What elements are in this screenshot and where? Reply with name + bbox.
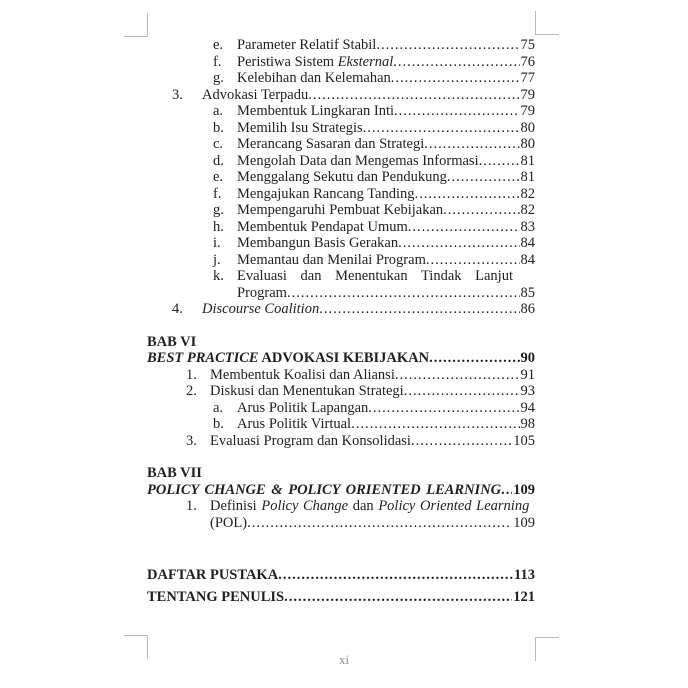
title-segment: Advokasi Terpadu xyxy=(202,86,309,103)
title-segment: POLICY CHANGE & POLICY ORIENTED LEARNING xyxy=(147,481,502,498)
title-segment: ADVOKASI KEBIJAKAN xyxy=(258,350,430,366)
toc-entry-title xyxy=(237,235,398,252)
toc-entry-row xyxy=(147,186,535,203)
toc-entry-page: 109 xyxy=(513,481,535,498)
title-segment: Eksternal xyxy=(337,53,394,70)
dot-leader xyxy=(404,383,520,400)
toc-entry-page: 91 xyxy=(520,366,535,383)
toc-heading-row xyxy=(147,350,535,367)
toc-entry-page: 113 xyxy=(514,567,535,583)
toc-heading-row xyxy=(147,465,535,482)
title-segment: Merancang Sasaran dan Strategi xyxy=(237,136,425,152)
dot-leader xyxy=(308,87,519,104)
toc-entry-marker: 4. xyxy=(172,301,183,317)
toc-entry-marker: 1. xyxy=(186,498,197,514)
title-segment: Menggalang Sekutu dan Pendukung xyxy=(237,169,447,185)
toc-entry-row xyxy=(147,169,535,186)
toc-entry-page: 121 xyxy=(513,588,535,605)
toc-entry-row xyxy=(147,37,535,54)
toc-entry-marker: j. xyxy=(213,251,221,268)
toc-entry-title xyxy=(237,37,376,54)
dot-leader xyxy=(394,103,519,120)
toc-entry-title xyxy=(237,416,351,433)
toc-entry-title xyxy=(147,350,429,367)
toc-entry-row xyxy=(147,219,535,236)
dot-leader xyxy=(408,219,520,236)
toc-entry-page: 79 xyxy=(520,103,535,119)
toc-entry-title xyxy=(147,482,501,499)
toc-entry-page: 76 xyxy=(520,53,535,70)
title-segment: Membentuk Pendapat Umum xyxy=(237,218,408,235)
toc-entry-title xyxy=(210,433,411,450)
toc-entry-row xyxy=(147,120,535,137)
dot-leader xyxy=(501,482,512,499)
title-segment: Policy Oriented Learning xyxy=(378,498,530,514)
toc-entry-page: 84 xyxy=(520,235,535,251)
toc-entry-page: 86 xyxy=(520,301,535,317)
toc-heading-row xyxy=(147,589,535,606)
dot-leader xyxy=(351,416,519,433)
toc-entry-page: 82 xyxy=(520,202,535,218)
toc-entry-marker: c. xyxy=(213,136,224,152)
toc-entry-row xyxy=(147,367,535,384)
toc-entry-page: 98 xyxy=(520,416,535,432)
dot-leader xyxy=(319,301,519,318)
toc-entry-page: 79 xyxy=(520,86,535,103)
title-segment: Definisi xyxy=(210,498,262,514)
dot-leader xyxy=(447,169,520,186)
toc-entry-row xyxy=(147,153,535,170)
toc-section xyxy=(147,37,535,318)
toc-entry-title xyxy=(237,120,363,137)
dot-leader xyxy=(284,589,512,606)
toc-entry-row xyxy=(147,103,535,120)
toc-heading-row xyxy=(147,334,535,351)
toc-entry-row xyxy=(147,235,535,252)
toc-entry-page: 77 xyxy=(520,70,535,86)
title-segment: Policy Change xyxy=(261,498,349,514)
dot-leader xyxy=(426,252,520,269)
dot-leader xyxy=(376,37,519,54)
dot-leader xyxy=(247,515,512,532)
title-segment: Mengajukan Rancang Tanding xyxy=(237,185,415,202)
toc-entry-row xyxy=(147,136,535,153)
dot-leader xyxy=(479,153,520,170)
toc-entry-title xyxy=(237,153,479,170)
toc-entry-marker: a. xyxy=(213,399,224,416)
title-segment: dan xyxy=(348,498,379,514)
toc-entry-row xyxy=(147,301,535,318)
title-segment: Membentuk Lingkaran Inti xyxy=(237,103,395,119)
toc-entry-title xyxy=(237,186,415,203)
toc-entry-row xyxy=(147,400,535,417)
title-segment: Membangun Basis Gerakan xyxy=(237,235,399,251)
toc-entry-row xyxy=(147,416,535,433)
toc-entry-title xyxy=(237,268,513,285)
toc-entry-page: 80 xyxy=(520,119,535,136)
title-segment: Diskusi dan Menentukan Strategi xyxy=(210,383,404,399)
title-segment: Arus Politik Virtual xyxy=(237,416,352,432)
page-number-footer: xi xyxy=(338,652,350,667)
toc-entry-title xyxy=(237,54,393,71)
toc-entry-page: 90 xyxy=(520,350,535,366)
toc-entry-page: 84 xyxy=(520,251,535,268)
toc-entry-title xyxy=(237,103,394,120)
toc-entry-page: 93 xyxy=(520,383,535,399)
toc-entry-marker: 3. xyxy=(186,432,197,449)
dot-leader xyxy=(393,54,519,71)
toc-entry-marker: e. xyxy=(213,169,224,185)
toc-entry-page: 75 xyxy=(520,37,535,53)
title-segment: Peristiwa Sistem xyxy=(237,53,338,70)
toc-entry-marker: k. xyxy=(213,268,224,284)
toc-entry-title xyxy=(237,202,443,219)
toc-entry-title xyxy=(210,383,404,400)
title-segment: Kelebihan dan Kelemahan xyxy=(237,70,391,86)
title-segment: Program xyxy=(237,284,287,301)
title-segment: Memantau dan Menilai Program xyxy=(237,251,426,268)
toc-entry-page: 85 xyxy=(520,284,535,301)
title-segment: Evaluasi dan Menentukan Tindak Lanjut xyxy=(237,268,513,284)
toc-entry-marker: 3. xyxy=(172,86,183,103)
toc-entry-title xyxy=(237,400,368,417)
toc-entry-marker: f. xyxy=(213,53,222,70)
dot-leader xyxy=(395,367,520,384)
dot-leader xyxy=(429,350,519,367)
toc-entry-row xyxy=(147,433,535,450)
title-segment: BAB VI xyxy=(147,333,197,350)
title-segment: BAB VII xyxy=(147,465,202,481)
toc-section xyxy=(147,567,535,605)
title-segment: (POL) xyxy=(210,514,248,531)
toc-entry-title xyxy=(147,334,196,351)
toc-entry-title xyxy=(147,567,278,584)
toc-entry-title xyxy=(147,465,202,482)
toc-entry-marker: 2. xyxy=(186,383,197,399)
dot-leader xyxy=(287,285,520,302)
title-segment: BEST PRACTICE xyxy=(147,350,259,366)
dot-leader xyxy=(424,136,519,153)
title-segment: TENTANG PENULIS xyxy=(147,588,285,605)
crop-mark-top-right-icon xyxy=(535,11,559,35)
toc-entry-row xyxy=(147,498,535,515)
dot-leader xyxy=(363,120,520,137)
toc-entry-marker: d. xyxy=(213,152,224,169)
toc-entry-marker: 1. xyxy=(186,366,197,383)
toc-entry-marker: b. xyxy=(213,119,224,136)
toc-entry-title xyxy=(147,589,284,606)
dot-leader xyxy=(443,202,519,219)
toc-entry-title xyxy=(202,301,319,318)
title-segment: Evaluasi Program dan Konsolidasi xyxy=(210,432,411,449)
toc-heading-row xyxy=(147,567,535,584)
toc-entry-page: 83 xyxy=(520,218,535,235)
toc-entry-title xyxy=(237,285,287,302)
dot-leader xyxy=(368,400,519,417)
toc-entry-title xyxy=(202,87,308,104)
dot-leader xyxy=(278,567,513,584)
title-segment: Memilih Isu Strategis xyxy=(237,119,363,136)
toc-entry-row xyxy=(147,515,535,532)
toc-entry-title xyxy=(210,367,395,384)
toc-entry-marker: g. xyxy=(213,202,224,218)
toc-entry-row xyxy=(147,202,535,219)
title-segment: Mempengaruhi Pembuat Kebijakan xyxy=(237,202,444,218)
toc-entry-marker: b. xyxy=(213,416,224,432)
toc-entry-page: 80 xyxy=(520,136,535,152)
dot-leader xyxy=(391,70,520,87)
toc-entry-marker: e. xyxy=(213,37,224,53)
toc xyxy=(147,37,535,605)
toc-entry-marker: i. xyxy=(213,235,221,251)
toc-entry-marker: f. xyxy=(213,185,222,202)
toc-entry-page: 81 xyxy=(520,169,535,185)
toc-entry-title xyxy=(237,70,391,87)
toc-entry-row xyxy=(147,70,535,87)
title-segment: Mengolah Data dan Mengemas Informasi xyxy=(237,152,479,169)
toc-entry-marker: a. xyxy=(213,103,224,119)
toc-entry-marker: g. xyxy=(213,70,224,86)
toc-entry-row xyxy=(147,252,535,269)
toc-heading-row xyxy=(147,482,535,499)
crop-mark-top-left-icon xyxy=(124,13,148,37)
toc-entry-row xyxy=(147,54,535,71)
toc-entry-marker: h. xyxy=(213,218,224,235)
toc-entry-title xyxy=(237,252,426,269)
toc-section xyxy=(147,465,535,531)
toc-entry-title xyxy=(237,136,424,153)
dot-leader xyxy=(398,235,519,252)
dot-leader xyxy=(411,433,512,450)
toc-entry-page: 81 xyxy=(520,152,535,169)
toc-entry-title xyxy=(237,169,447,186)
toc-section xyxy=(147,334,535,450)
toc-entry-page: 82 xyxy=(520,185,535,202)
toc-entry-page: 94 xyxy=(520,399,535,416)
title-segment: Discourse Coalition xyxy=(202,301,320,317)
toc-entry-row xyxy=(147,285,535,302)
toc-entry-row xyxy=(147,87,535,104)
toc-entry-row xyxy=(147,383,535,400)
title-segment: Arus Politik Lapangan xyxy=(237,399,369,416)
title-segment: DAFTAR PUSTAKA xyxy=(147,567,279,583)
title-segment: Parameter Relatif Stabil xyxy=(237,37,377,53)
dot-leader xyxy=(415,186,520,203)
toc-entry-title xyxy=(237,219,408,236)
toc-entry-page: 105 xyxy=(513,432,535,449)
title-segment: Membentuk Koalisi dan Aliansi xyxy=(210,366,395,383)
toc-entry-page: 109 xyxy=(513,514,535,531)
toc-entry-row xyxy=(147,268,535,285)
toc-entry-title xyxy=(210,515,247,532)
toc-entry-title xyxy=(210,498,529,515)
